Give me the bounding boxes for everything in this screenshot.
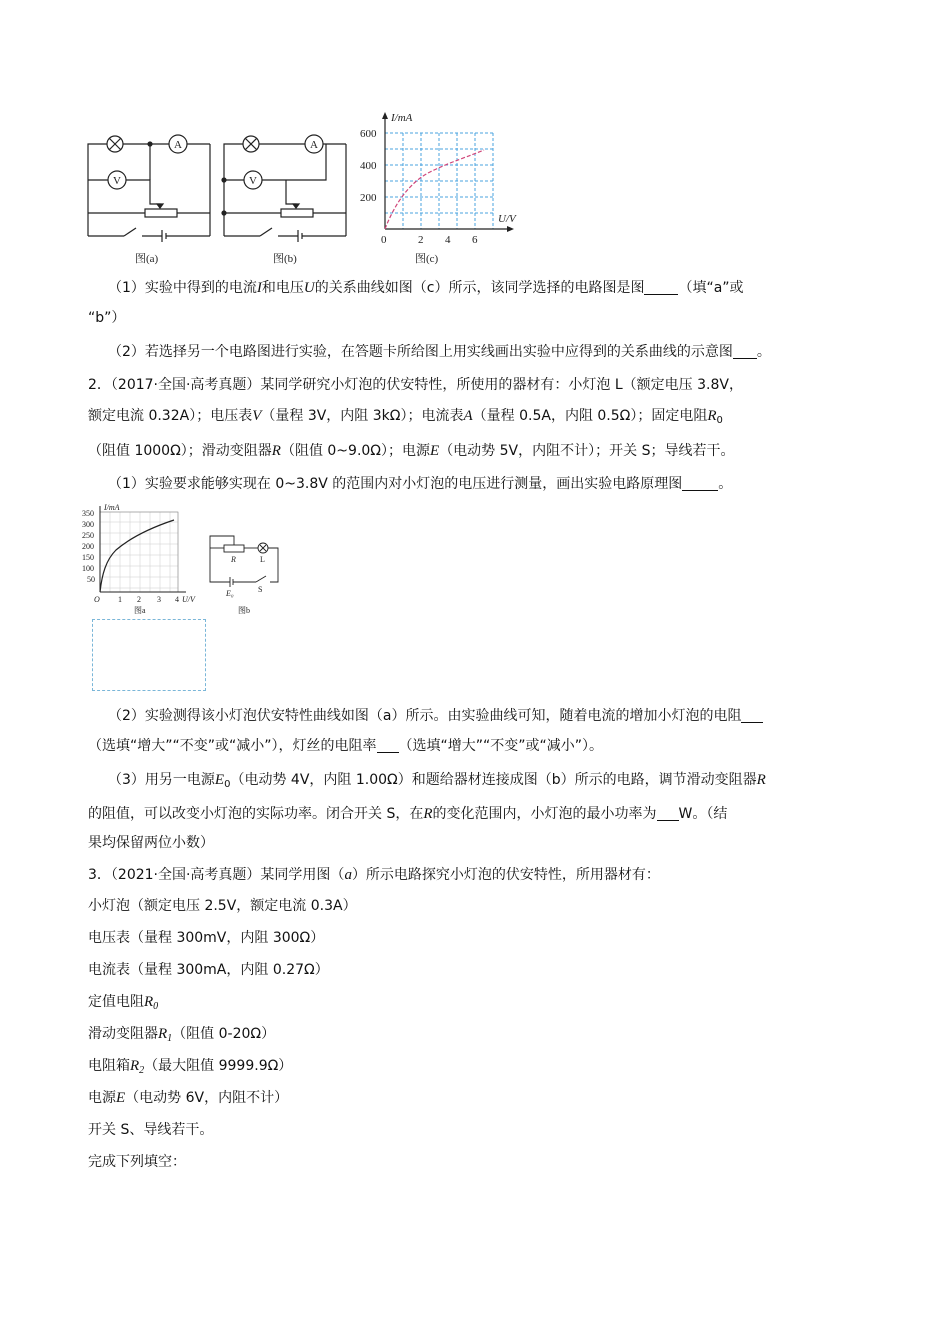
q3-text: （最大阻值 9999.9Ω） [144,1058,293,1074]
chart-c-ytick-600: 600 [360,128,377,140]
q2-part3-text: W。（结 [678,806,728,822]
q2-text: （量程 0.5A，内阻 0.5Ω）；固定电阻 [472,408,708,424]
answer-blank[interactable] [644,280,678,295]
resistance-box-symbol: R [130,1058,140,1074]
chart-c-grid [385,133,495,229]
chart-c-curve [385,150,484,229]
q2-text: （阻值 1000Ω）；滑动变阻器 [88,443,272,459]
answer-blank[interactable] [377,738,399,753]
chart-c-origin: 0 [381,234,387,246]
answer-blank[interactable] [733,344,757,359]
q3-label: 定值电阻 [88,994,144,1010]
q2-part1-text: （1）实验要求能够实现在 0~3.8V 的范围内对小灯泡的电压进行测量，画出实验电路原理图 [108,476,683,492]
voltmeter-symbol: V [252,408,262,424]
chart-c-x-arrow [507,226,514,232]
q2-part2-text: （2）实验测得该小灯泡伏安特性曲线如图（a）所示。由实验曲线可知，随着电流的增加小灯泡的电阻 [108,708,742,724]
figure-1 [80,108,530,270]
fig2a-ytick-150: 150 [82,553,94,562]
fig2b-circuit [210,536,278,587]
caption-b: 图(b) [273,253,297,265]
q2-part3-text: （3）用另一电源 [108,772,215,788]
fig2b-R: R [231,555,236,564]
q2-part1-end: 。 [718,476,733,492]
subscript: 0 [224,779,231,790]
fig2a-ylabel: I/mA [104,503,120,512]
q2-part3-line1 [108,769,766,796]
q1-text: （1）实验中得到的电流 [108,280,257,296]
q1-part1-line1 [108,277,744,299]
q3-item-switch: 开关 S、导线若干。 [88,1122,214,1138]
q1-part2 [108,341,771,363]
subscript: 2 [139,1065,145,1076]
chart-c-ytick-400: 400 [360,160,377,172]
q3-text: （电动势 6V，内阻不计） [125,1090,289,1106]
q2-text: 额定电流 0.32A）；电压表 [88,408,253,424]
rheostat-symbol: R [756,772,766,788]
rheostat-symbol: R [271,443,281,459]
q2-part3-line3: 果均保留两位小数） [88,835,214,851]
fig2a-xtick-2: 2 [137,595,141,604]
fig2a-ytick-100: 100 [82,564,94,573]
chart-c [360,112,517,265]
q3-complete: 完成下列填空： [88,1154,186,1170]
q2-part2-text: （选填“增大”“不变”或“减小”），灯丝的电阻率 [88,738,377,754]
voltmeter-label-a: V [113,175,121,187]
answer-blank[interactable] [657,806,679,821]
q1-part1-line2: “b”） [88,310,126,326]
fig2a-ytick-50: 50 [87,575,95,584]
q2-part3-text: （电动势 4V，内阻 1.00Ω）和题给器材连接成图（b）所示的电路，调节滑动变阻器 [230,772,757,788]
rheostat-symbol: R [158,1026,168,1042]
rheostat-symbol: R [423,806,433,822]
chart-c-xtick-6: 6 [472,234,478,246]
fig2a-ytick-200: 200 [82,542,94,551]
q2-part1 [108,473,732,495]
fig2a-grid [100,512,178,592]
caption-a: 图(a) [135,253,159,265]
fig2b-L: L [260,555,265,564]
q1-hint: （填“a”或 [678,280,744,296]
fig2a-plot-area [100,512,178,592]
ammeter-symbol: A [463,408,473,424]
fig2a-curve [100,520,174,592]
circuit-b [222,135,346,242]
resistor-symbol: R [144,994,154,1010]
q3-item-r1 [88,1023,275,1050]
fig2b-E0: E₀ [226,589,234,598]
q1-part2-text: （2）若选择另一个电路图进行实验，在答题卡所给图上用实线画出实验中应得到的关系曲线的示意图 [108,344,733,360]
emf-symbol: E [116,1090,126,1106]
chart-c-xtick-4: 4 [445,234,451,246]
q3-item-r2 [88,1055,292,1082]
q3-item-ammeter: 电流表（量程 300mA，内阻 0.27Ω） [88,962,329,978]
q3-label: 滑动变阻器 [88,1026,158,1042]
subscript: 0 [153,1001,159,1012]
fig2b-caption: 图b [238,606,250,615]
figure-2 [70,502,300,617]
chart-c-ytick-200: 200 [360,192,377,204]
fig2a-ytick-250: 250 [82,531,94,540]
chart-c-y-arrow [382,112,388,119]
q1-text-mid: 和电压 [261,280,304,296]
voltmeter-label-b: V [249,175,257,187]
emf-symbol: E [430,443,440,459]
answer-blank[interactable] [741,708,763,723]
emf-symbol: E [214,772,225,788]
chart-c-ylabel: I/mA [391,112,413,124]
q2-part2-end: （选填“增大”“不变”或“减小”）。 [398,738,604,754]
q3-head [88,864,660,886]
q3-label: 电源 [88,1090,116,1106]
q3-text: （阻值 0-20Ω） [172,1026,276,1042]
q2-text: （电动势 5V，内阻不计）；开关 S；导线若干。 [439,443,735,459]
q2-part3-line2 [88,803,727,825]
q2-part2-line1 [108,705,763,727]
var-U: U [303,280,315,296]
fig2a-xtick-3: 3 [157,595,161,604]
q1-text-end: 的关系曲线如图（c）所示，该同学选择的电路图是图 [314,280,645,296]
ammeter-label-b: A [310,139,318,151]
answer-blank[interactable] [682,476,718,491]
resistor-symbol: R [707,408,717,424]
q1-part2-end: 。 [756,344,771,360]
ammeter-label-a: A [174,139,182,151]
figure-ref: a [344,867,352,883]
q2-line2 [88,405,723,432]
q2-line3 [88,440,734,462]
q2-text: （阻值 0~9.0Ω）；电源 [280,443,431,459]
fig2b-S: S [258,585,263,594]
q3-head-text: ）所示电路探究小灯泡的伏安特性，所用器材有： [351,867,660,883]
q3-item-source [88,1087,288,1109]
q3-label: 电阻箱 [88,1058,130,1074]
var-I: I [256,280,262,296]
chart-c-xlabel: U/V [498,213,516,225]
answer-drawing-frame[interactable] [92,619,206,691]
subscript: 0 [716,415,723,426]
fig2a-origin: O [94,595,100,604]
q3-head-text: 3．（2021·全国·高考真题）某同学用图（ [88,867,345,883]
fig2a-xtick-1: 1 [118,595,122,604]
fig2a-caption: 图a [134,606,146,615]
q2-head: 2．（2017·全国·高考真题）某同学研究小灯泡的伏安特性，所使用的器材有：小灯泡 L（额定电压 3.8V， [88,377,743,393]
fig2a-ytick-350: 350 [82,509,94,518]
chart-c-xtick-2: 2 [418,234,424,246]
fig2a-ytick-300: 300 [82,520,94,529]
q2-text: （量程 3V，内阻 3kΩ）；电流表 [261,408,464,424]
q3-item-lamp: 小灯泡（额定电压 2.5V，额定电流 0.3A） [88,898,357,914]
q3-item-voltmeter: 电压表（量程 300mV，内阻 300Ω） [88,930,325,946]
q2-part2-line2 [88,735,603,757]
q3-item-r0 [88,991,158,1018]
fig2a-xtick-4: 4 [175,595,179,604]
q2-part3-text: 的阻值，可以改变小灯泡的实际功率。闭合开关 S，在 [88,806,424,822]
fig2a-xlabel: U/V [182,595,195,604]
subscript: 1 [167,1033,173,1044]
q2-part3-text: 的变化范围内，小灯泡的最小功率为 [432,806,657,822]
circuit-a [88,135,210,242]
caption-c: 图(c) [415,253,439,265]
